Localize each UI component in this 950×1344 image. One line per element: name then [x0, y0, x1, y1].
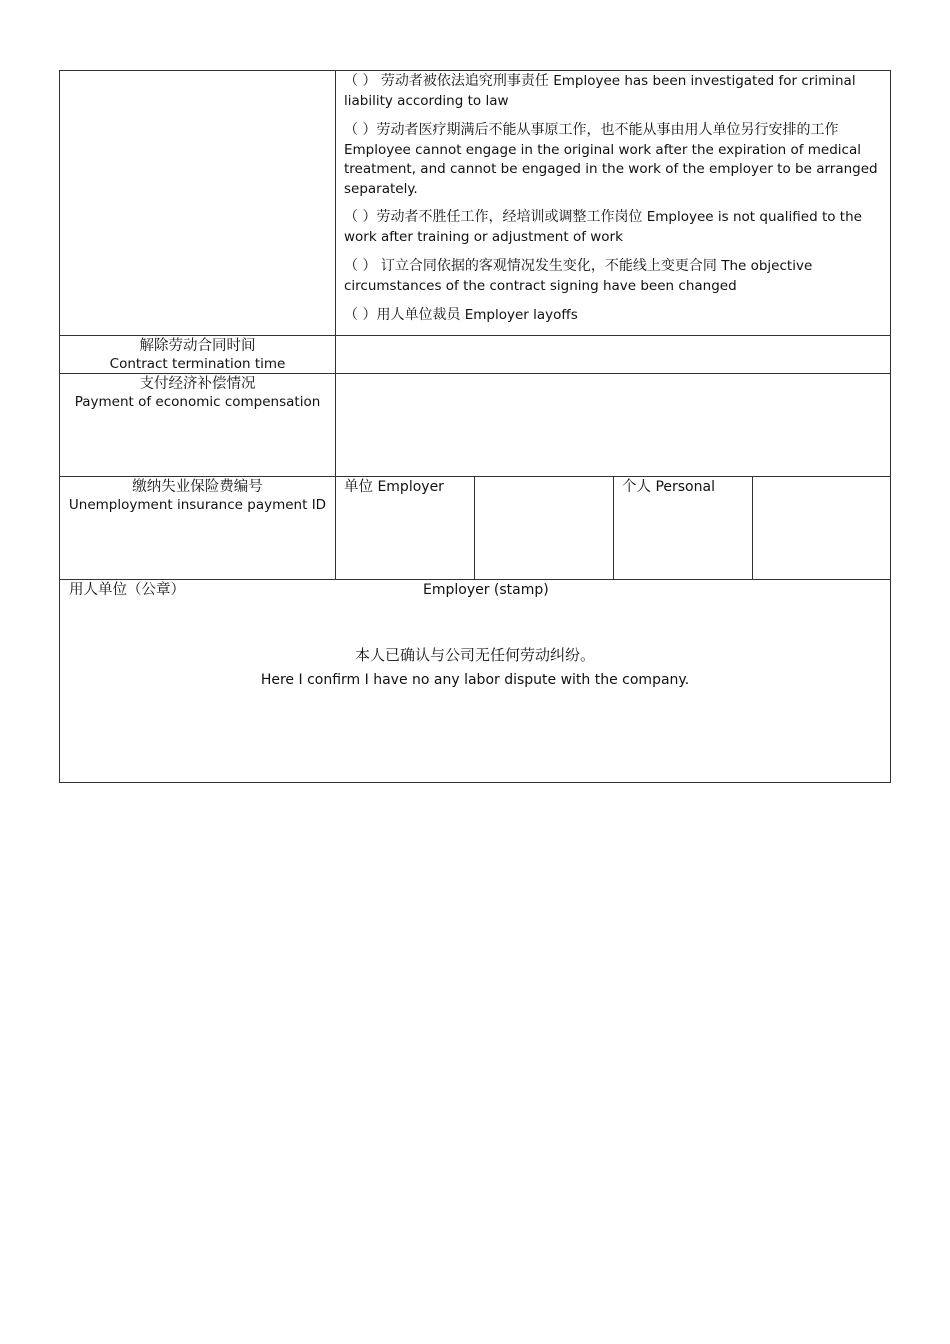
termination-time-field[interactable]: [336, 336, 891, 372]
option-en: Employer layoffs: [464, 307, 578, 323]
option-en: The objective circumstances of the contract signing have been changed: [344, 258, 813, 294]
option-zh: （ ）用人单位裁员: [344, 307, 461, 323]
label-en: Unemployment insurance payment ID: [68, 497, 327, 513]
termination-time-label: [60, 337, 335, 373]
employer-stamp-label-en: Employer (stamp): [423, 582, 549, 598]
compensation-field[interactable]: [336, 374, 891, 475]
employer-stamp-label-zh: [69, 580, 185, 600]
option-circumstances-changed[interactable]: [344, 257, 884, 296]
option-en: Employee has been investigated for criminal liability according to law: [344, 73, 856, 109]
insurance-column-divider: [613, 476, 614, 579]
insurance-employer-label: [344, 477, 444, 497]
label-zh: 支付经济补偿情况: [139, 376, 256, 392]
option-zh: （ ） 订立合同依据的客观情况发生变化，不能线上变更合同: [344, 258, 717, 274]
option-criminal-liability[interactable]: [344, 72, 884, 111]
label-zh: 个人: [622, 479, 651, 495]
insurance-id-label: [60, 478, 335, 514]
insurance-employer-field[interactable]: [475, 477, 612, 578]
label-zh: 单位: [344, 479, 373, 495]
label-en: Payment of economic compensation: [74, 394, 321, 410]
option-employer-layoffs[interactable]: [344, 306, 884, 326]
insurance-personal-label: [622, 477, 715, 497]
option-not-qualified[interactable]: [344, 208, 884, 247]
termination-form-table: [59, 70, 891, 783]
column-divider: [335, 71, 336, 579]
confirmation-statement-en: Here I confirm I have no any labor dispute with the company.: [260, 672, 690, 688]
label-en: Contract termination time: [109, 356, 286, 372]
option-medical-period-expired[interactable]: [344, 121, 884, 199]
insurance-personal-field[interactable]: [753, 477, 890, 578]
option-zh: （ ）劳动者医疗期满后不能从事原工作，也不能从事由用人单位另行安排的工作: [344, 122, 839, 138]
label-zh: 解除劳动合同时间: [139, 338, 256, 354]
option-en: Employee cannot engage in the original work after the expiration of medical treatment, and cannot be engaged in the work of the employer to be arranged separately.: [344, 141, 878, 197]
option-en: Employee is not qualified to the work after training or adjustment of work: [344, 209, 862, 245]
option-zh: （ ） 劳动者被依法追究刑事责任: [344, 73, 549, 89]
signature-area[interactable]: [61, 701, 890, 781]
compensation-label: [60, 375, 335, 411]
confirmation-statement-zh: 本人已确认与公司无任何劳动纠纷。: [354, 646, 595, 664]
option-zh: （ ）劳动者不胜任工作，经培训或调整工作岗位: [344, 209, 643, 225]
label-zh: 缴纳失业保险费编号: [132, 479, 263, 495]
label-en: Employer: [377, 479, 444, 495]
label-en: Personal: [655, 479, 715, 495]
label-zh: 用人单位（公章）: [69, 582, 185, 598]
